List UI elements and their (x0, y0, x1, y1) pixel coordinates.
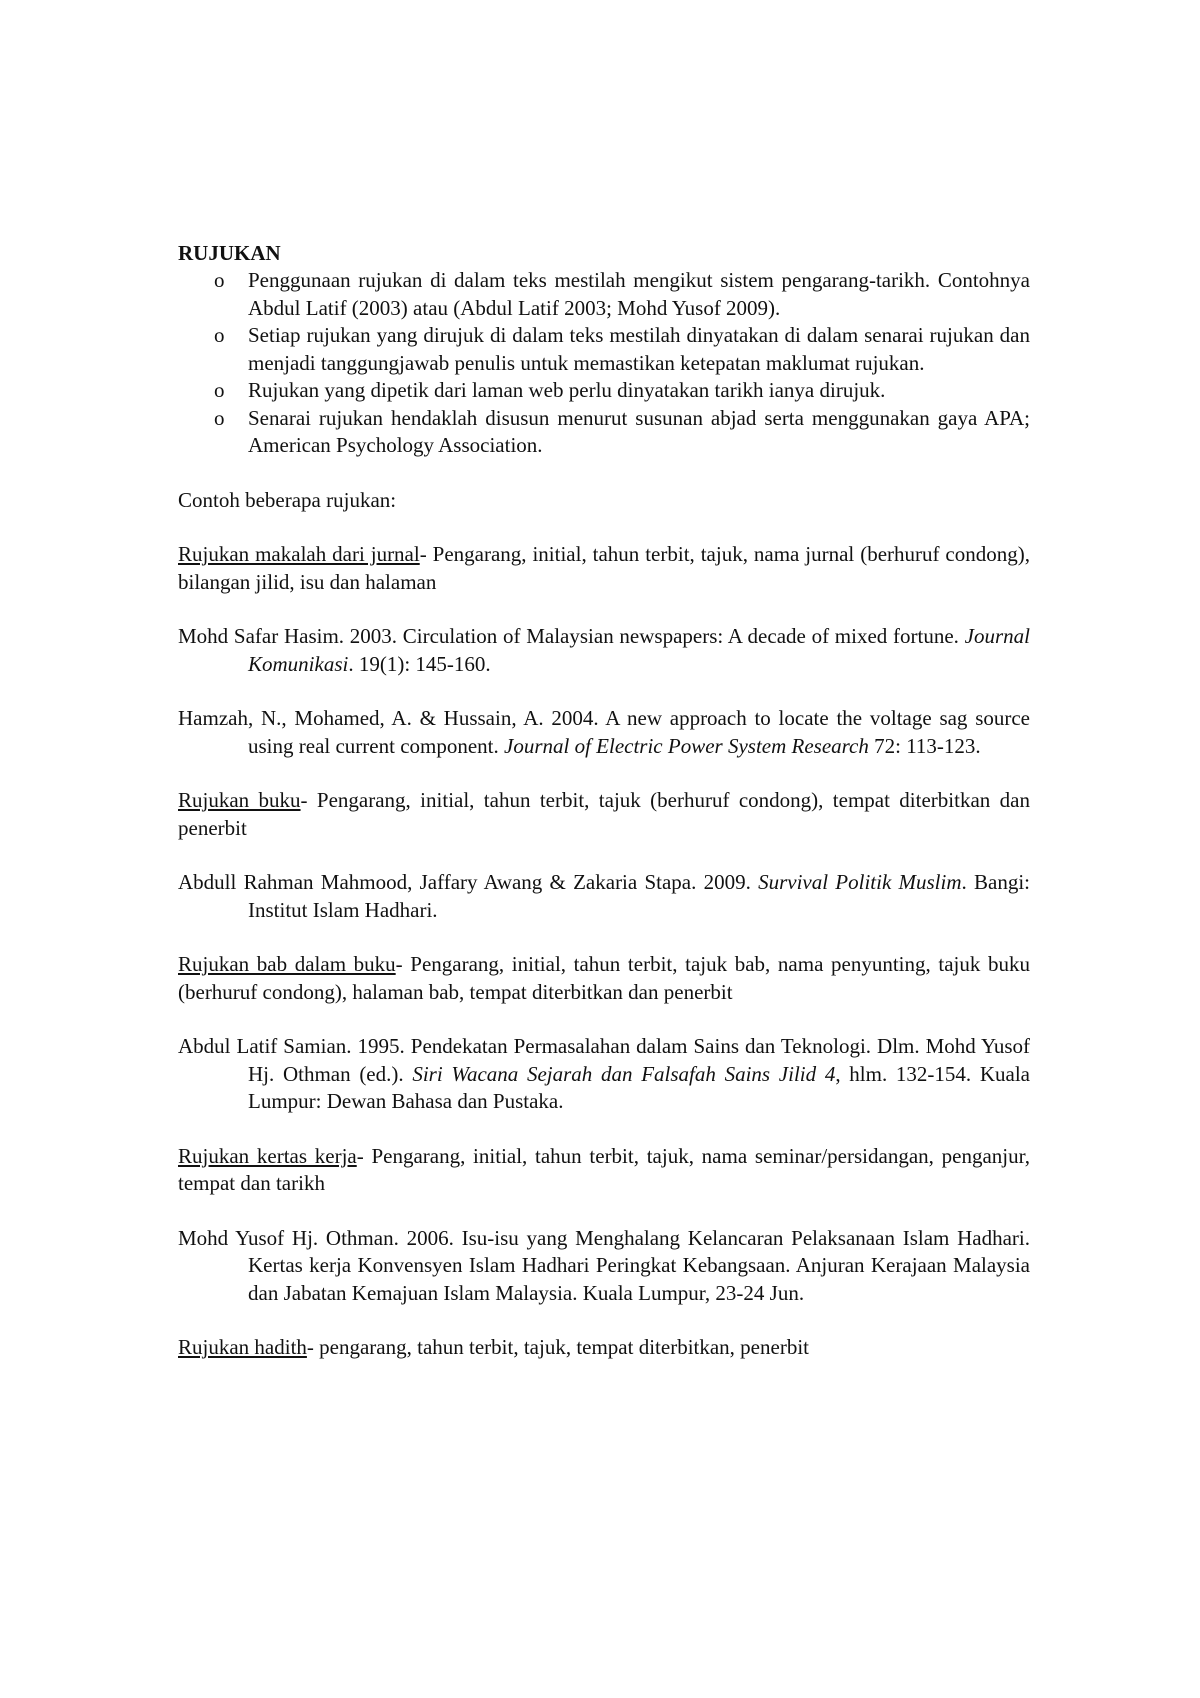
reference-text: Mohd Yusof Hj. Othman. 2006. Isu-isu yang Menghalang Kelancaran Pelaksanaan Islam Hadhari. Kertas kerja Konvensyen Islam Hadhari Peringkat Kebangsaan. Anjuran Kerajaan Malaysia dan Jabatan Kemajuan Islam Malaysia. Kuala Lumpur, 23-24 Jun. (178, 1225, 1030, 1305)
section-paper-desc: - Pengarang, initial, tahun terbit, tajuk, nama seminar/persidangan, penganjur, tempat dan tarikh (178, 1143, 1030, 1195)
rule-text: Rujukan yang dipetik dari laman web perlu dinyatakan tarikh ianya dirujuk. (248, 378, 886, 402)
reference-italic-title: Siri Wacana Sejarah dan Falsafah Sains Jilid 4 (412, 1061, 836, 1086)
section-hadith-title: Rujukan hadith (178, 1335, 307, 1359)
reference-text-end: , hlm. 132-154. Kuala Lumpur: Dewan Bahasa dan Pustaka. (248, 1061, 1030, 1113)
reference-text: Abdul Latif Samian. 1995. Pendekatan Permasalahan dalam Sains dan Teknologi. Dlm. Mohd Yusof Hj. Othman (ed.). (178, 1034, 1030, 1086)
section-journal-heading (178, 541, 1030, 596)
section-chapter-heading (178, 951, 1030, 1006)
document-content (178, 240, 1030, 1362)
section-hadith-desc: - pengarang, tahun terbit, tajuk, tempat diterbitkan, penerbit (306, 1335, 809, 1359)
rule-text: Penggunaan rujukan di dalam teks mestilah mengikut sistem pengarang-tarikh. Contohnya Abdul Latif (2003) atau (Abdul Latif 2003; Mohd Yusof 2009). (248, 268, 1030, 320)
reference-italic-title: Survival Politik Muslim (758, 870, 962, 894)
page-title: RUJUKAN (178, 241, 281, 265)
section-paper-heading (178, 1143, 1030, 1198)
section-chapter-title: Rujukan bab dalam buku (178, 952, 396, 976)
section-book-heading (178, 787, 1030, 842)
rule-text: Setiap rujukan yang dirujuk di dalam teks mestilah dinyatakan di dalam senarai rujukan dan menjadi tanggungjawab penulis untuk memastikan ketepatan maklumat rujukan. (248, 323, 1030, 375)
section-journal-desc: - Pengarang, initial, tahun terbit, tajuk, nama jurnal (berhuruf condong), bilangan jilid, isu dan halaman (178, 542, 1030, 594)
reference-entry (178, 1225, 1030, 1308)
reference-text: Hamzah, N., Mohamed, A. & Hussain, A. 2004. A new approach to locate the voltage sag source using real current component. (178, 706, 1030, 758)
reference-italic-title: Journal Komunikasi (248, 624, 1030, 676)
bullet-icon: o (214, 378, 225, 402)
rule-item (178, 377, 1030, 405)
rules-list (178, 267, 1030, 460)
bullet-icon: o (214, 268, 225, 292)
section-book-desc: - Pengarang, initial, tahun terbit, tajuk (berhuruf condong), tempat diterbitkan dan penerbit (178, 788, 1030, 840)
section-chapter-desc: - Pengarang, initial, tahun terbit, tajuk bab, nama penyunting, tajuk buku (berhuruf condong), halaman bab, tempat diterbitkan dan penerbit (178, 952, 1030, 1004)
rule-item (178, 322, 1030, 377)
reference-entry (178, 705, 1030, 760)
reference-text: Mohd Safar Hasim. 2003. Circulation of Malaysian newspapers: A decade of mixed fortune. (178, 624, 965, 648)
bullet-icon: o (214, 323, 225, 347)
rule-item (178, 405, 1030, 460)
section-journal-title: Rujukan makalah dari jurnal (178, 542, 420, 566)
rule-item (178, 267, 1030, 322)
bullet-icon: o (214, 405, 225, 430)
examples-intro: Contoh beberapa rujukan: (178, 487, 397, 512)
section-paper-title: Rujukan kertas kerja (178, 1143, 357, 1168)
reference-entry (178, 1033, 1030, 1116)
reference-italic-title: Journal of Electric Power System Research (504, 733, 869, 758)
rule-text: Senarai rujukan hendaklah disusun menurut susunan abjad serta menggunakan gaya APA; American Psychology Association. (248, 405, 1030, 457)
reference-entry (178, 869, 1030, 924)
reference-text-end: . 19(1): 145-160. (348, 651, 491, 676)
reference-text-end: 72: 113-123. (868, 733, 981, 758)
reference-entry (178, 623, 1030, 678)
reference-text-end: . Bangi: Institut Islam Hadhari. (248, 870, 1030, 922)
section-hadith-heading (178, 1334, 1030, 1362)
reference-text: Abdull Rahman Mahmood, Jaffary Awang & Zakaria Stapa. 2009. (178, 870, 759, 894)
section-book-title: Rujukan buku (178, 788, 301, 812)
